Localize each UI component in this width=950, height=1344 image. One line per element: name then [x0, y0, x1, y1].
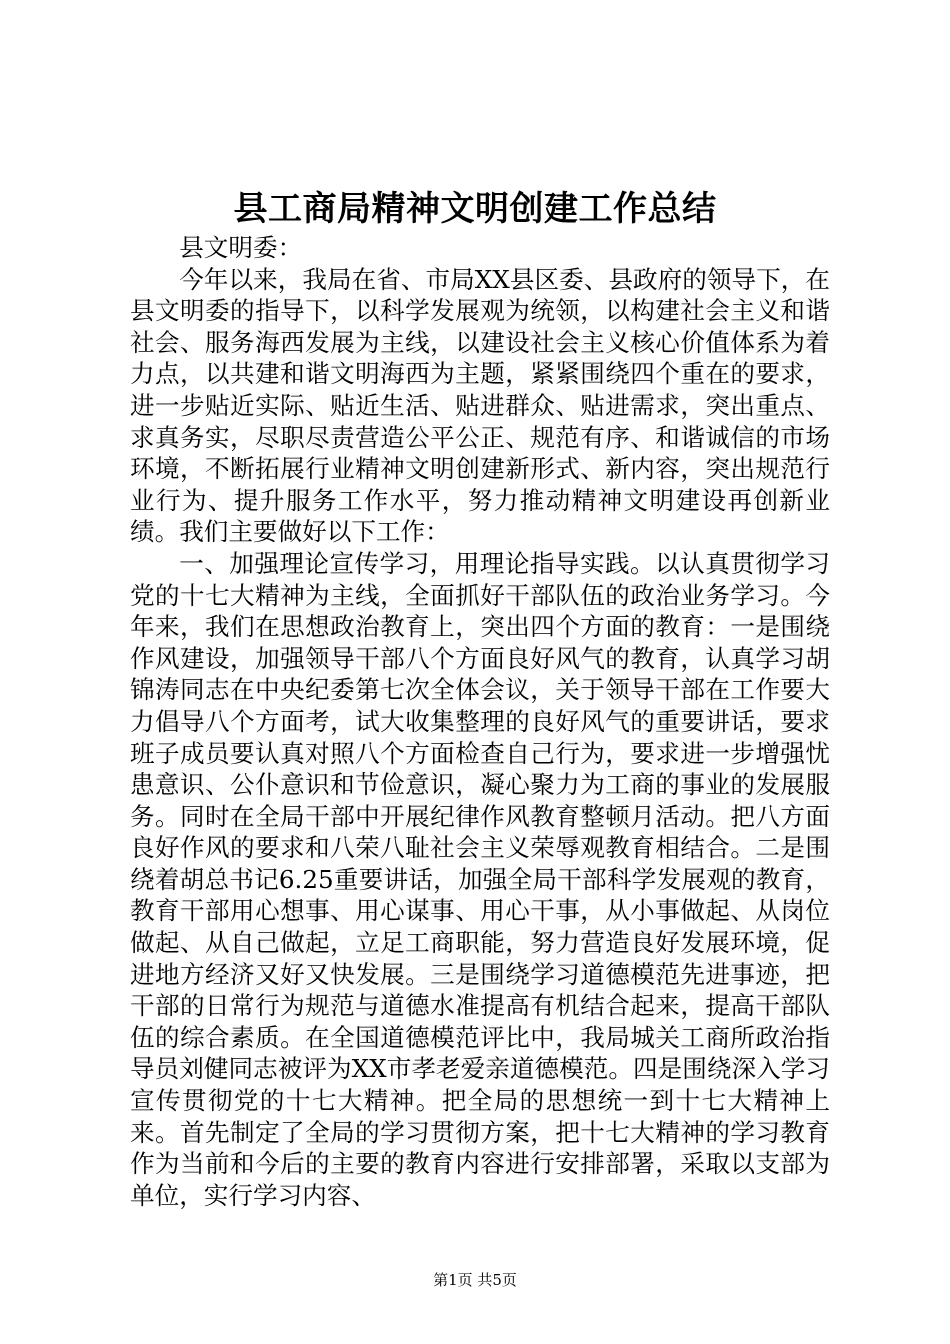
greeting: 县文明委： — [179, 233, 303, 262]
document-body — [130, 232, 830, 1211]
paragraph-intro: 今年以来，我局在省、市局XX县区委、县政府的领导下，在县文明委的指导下，以科学发展观为统领，以构建社会主义和谐社会、服务海西发展为主线，以建设社会主义核心价值体系为着力点，以共建和谐文明海西为主题，紧紧围绕四个重在的要求，进一步贴近实际、贴近生活、贴进群众、贴进需求，突出重点、求真务实，尽职尽责营造公平公正、规范有序、和谐诚信的市场环境，不断拓展行业精神文明创建新形式、新内容，突出规范行业行为、提升服务工作水平，努力推动精神文明建设再创新业绩。我们主要做好以下工作： — [130, 264, 830, 547]
page-footer: 第1页 共5页 — [433, 1271, 517, 1289]
paragraph-section-1: 一、加强理论宣传学习，用理论指导实践。以认真贯彻学习党的十七大精神为主线，全面抓好干部队伍的政治业务学习。今年来，我们在思想政治教育上，突出四个方面的教育：一是围绕作风建设，加强领导干部八个方面良好风气的教育，认真学习胡锦涛同志在中央纪委第七次全体会议，关于领导干部在工作要大力倡导八个方面考，试大收集整理的良好风气的重要讲话，要求班子成员要认真对照八个方面检查自己行为，要求进一步增强忧患意识、公仆意识和节俭意识，凝心聚力为工商的事业的发展服务。同时在全局干部中开展纪律作风教育整顿月活动。把八方面良好作风的要求和八荣八耻社会主义荣辱观教育相结合。二是围绕着胡总书记6.25重要讲话，加强全局干部科学发展观的教育，教育干部用心想事、用心谋事、用心干事，从小事做起、从岗位做起、从自己做起，立足工商职能，努力营造良好发展环境，促进地方经济又好又快发展。三是围绕学习道德模范先进事迹，把干部的日常行为规范与道德水准提高有机结合起来，提高干部队伍的综合素质。在全国道德模范评比中，我局城关工商所政治指导员刘健同志被评为XX市孝老爱亲道德模范。四是围绕深入学习宣传贯彻党的十七大精神。把全局的思想统一到十七大精神上来。首先制定了全局的学习贯彻方案，把十七大精神的学习教育作为当前和今后的主要的教育内容进行安排部署，采取以支部为单位，实行学习内容、 — [130, 548, 830, 1210]
document-title: 县工商局精神文明创建工作总结 — [233, 189, 717, 229]
